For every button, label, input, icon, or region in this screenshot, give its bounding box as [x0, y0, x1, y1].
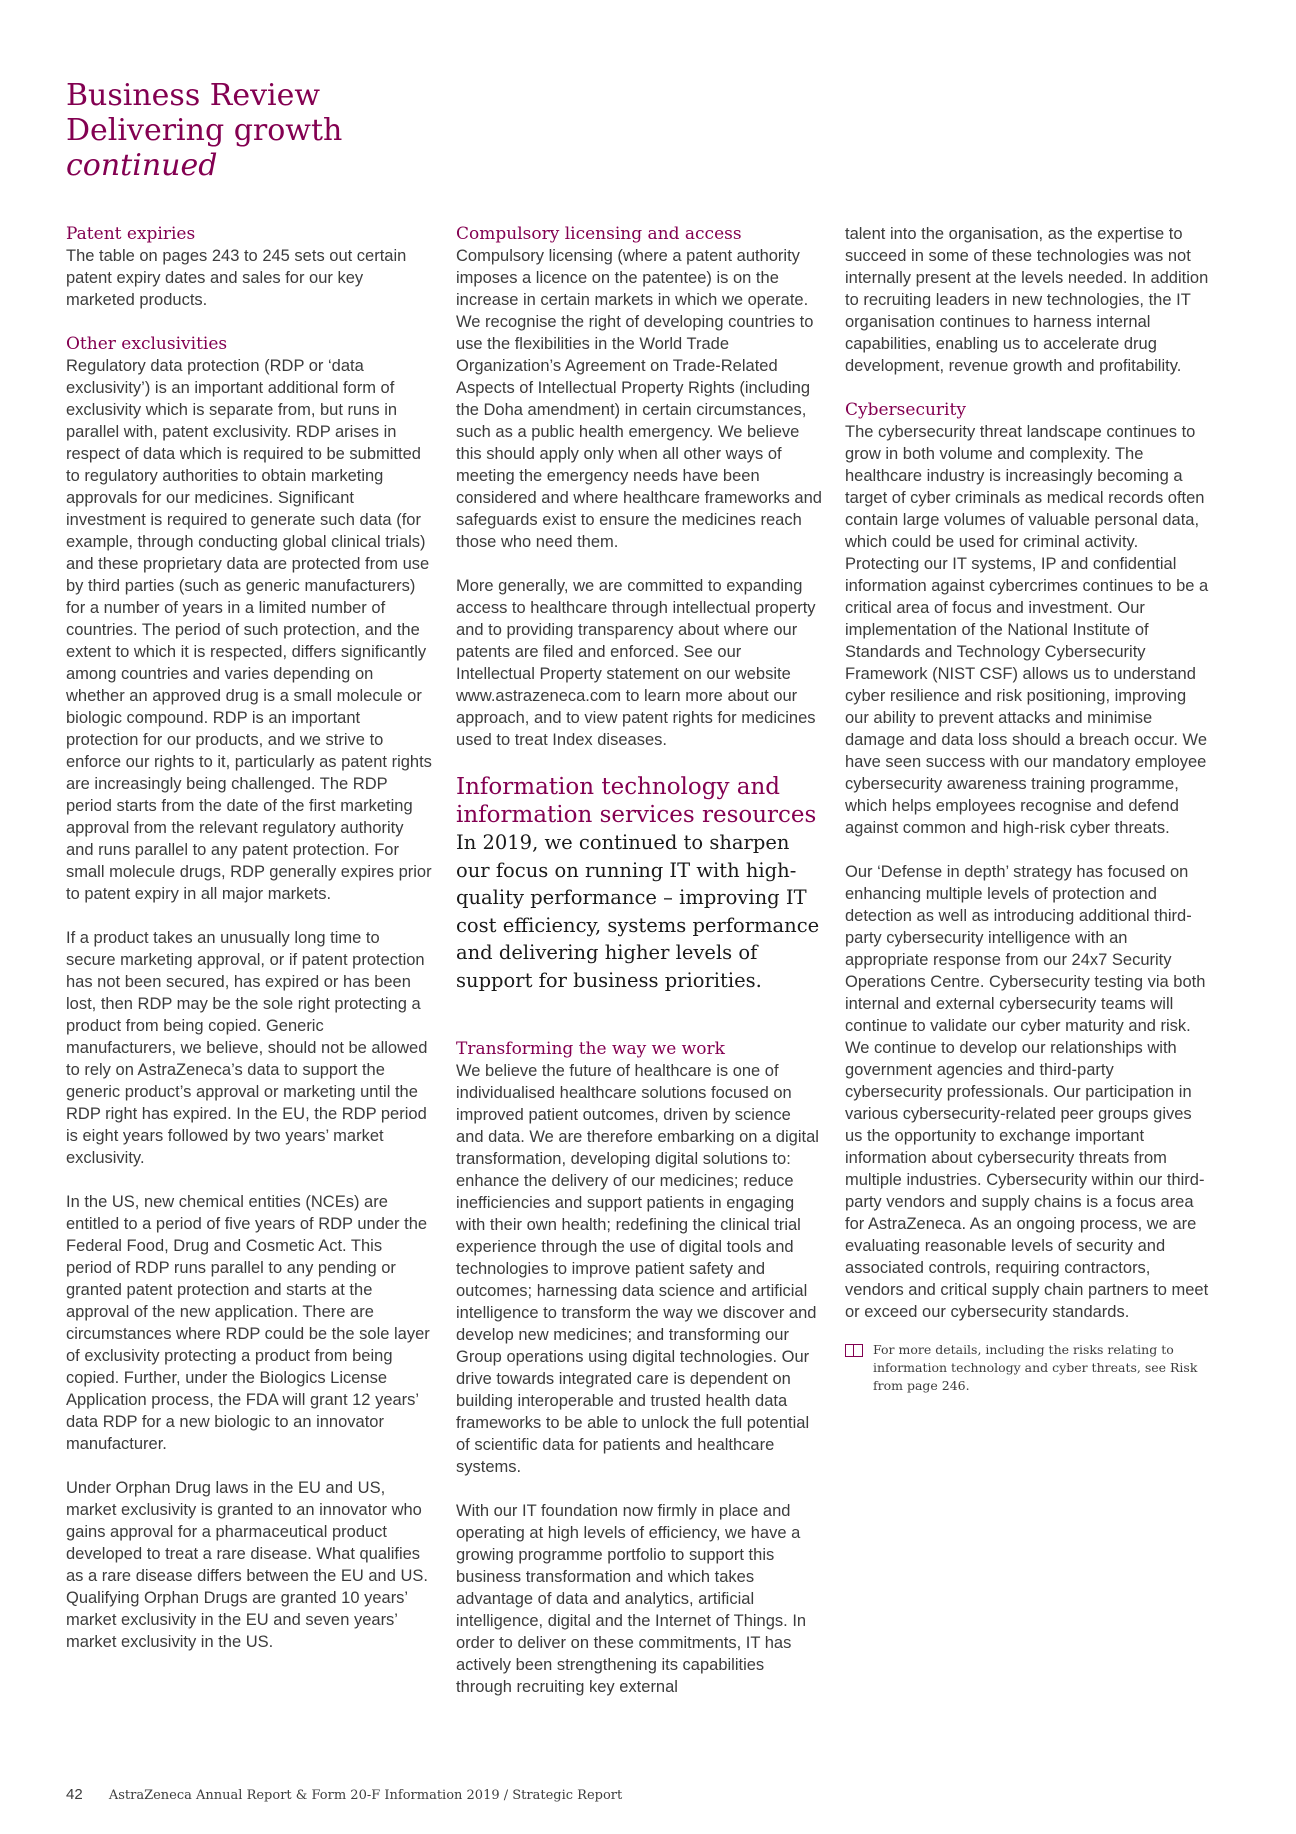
cross-reference-text: For more details, including the risks relating to information technology and cyber threats, see Risk from page 246. [873, 1342, 1198, 1393]
patent-expiries-heading: Patent expiries [66, 224, 196, 244]
continued-label: continued [66, 148, 218, 183]
page-footer [66, 1786, 622, 1803]
access-paragraph: More generally, we are committed to expanding access to healthcare through intellectual property and to providing transparency about where our patents are filed and enforced. See our Intellectual Property statement on our website www.astrazeneca.com to learn more about our approach, and to view patent rights for medicines used to treat Index diseases. [456, 577, 816, 749]
compulsory-licensing-text: Compulsory licensing (where a patent authority imposes a licence on the patentee) is on the increase in certain markets in which we operate. We recognise the right of developing countries to use the flexibilities in the World Trade Organization’s Agreement on Trade-Related Aspects of Intellectual Property Rights (including the Doha amendment) in certain circumstances, such as a public health emergency. We believe this should apply only when all other ways of meeting the emergency needs have been considered and where healthcare frameworks and safeguards exist to ensure the medicines reach those who need them. [456, 247, 822, 551]
it-intro: In 2019, we continued to sharpen our focus on running IT with high-quality performance – improving IT cost efficiency, systems performance and delivering higher levels of support for business priorities. [456, 831, 820, 992]
section-title: Business Review [66, 78, 321, 113]
column-middle [456, 223, 822, 1698]
page-header [66, 78, 342, 183]
book-icon [845, 1344, 863, 1357]
other-exclusivities-heading: Other exclusivities [66, 334, 228, 354]
it-section-heading: Information technology and information services resources [456, 774, 817, 828]
rdp-sole-right-paragraph: If a product takes an unusually long time to secure marketing approval, or if patent protection has not been secured, has expired or has been lost, then RDP may be the sole right protecting a product from being copied. Generic manufacturers, we believe, should not be allowed to rely on AstraZeneca’s data to support the generic product’s approval or marketing until the RDP right has expired. In the EU, the RDP period is eight years followed by two years’ market exclusivity. [66, 929, 428, 1167]
transforming-paragraph: We believe the future of healthcare is one of individualised healthcare solutions focused on improved patient outcomes, driven by science and data. We are therefore embarking on a digital transformation, developing digital solutions to: enhance the delivery of our medicines; reduce inefficiencies and support patients in engaging with their own health; redefining the clinical trial experience through the use of digital tools and technologies to improve patient safety and outcomes; harnessing data science and artificial intelligence to transform the way we discover and develop new medicines; and transforming our Group operations using digital technologies. Our drive towards integrated care is dependent on building interoperable and trusted health data frameworks to be able to unlock the full potential of scientific data for patients and healthcare systems. [456, 1062, 819, 1476]
column-right [845, 223, 1211, 1395]
cross-reference-note [845, 1341, 1211, 1395]
rdp-paragraph: Regulatory data protection (RDP or ‘data exclusivity’) is an important additional form of exclusivity which is separate from, but runs in parallel with, patent exclusivity. RDP arises in respect of data which is required to be submitted to regulatory authorities to obtain marketing approvals for our medicines. Significant investment is required to generate such data (for example, through conducting global clinical trials) and these proprietary data are protected from use by third parties (such as generic manufacturers) for a number of years in a limited number of countries. The period of such protection, and the extent to which it is respected, differs significantly among countries and varies depending on whether an approved drug is a small molecule or biologic compound. RDP is an important protection for our products, and we strive to enforce our rights to it, particularly as patent rights are increasingly being challenged. The RDP period starts from the date of the first marketing approval from the relevant regulatory authority and runs parallel to any patent protection. For small molecule drugs, RDP generally expires prior to patent expiry in all major markets. [66, 357, 432, 903]
us-nce-paragraph: In the US, new chemical entities (NCEs) are entitled to a period of five years of RDP under the Federal Food, Drug and Cosmetic Act. This period of RDP runs parallel to any pending or granted patent protection and starts at the approval of the new application. There are circumstances where RDP could be the sole layer of exclusivity protecting a product from being copied. Further, under the Biologics License Application process, the FDA will grant 12 years’ data RDP for a new biologic to an innovator manufacturer. [66, 1193, 430, 1453]
defense-in-depth-paragraph: Our ‘Defense in depth’ strategy has focused on enhancing multiple levels of protection and detection as well as introducing additional third-party cybersecurity intelligence with an appropriate response from our 24x7 Security Operations Centre. Cybersecurity testing via both internal and external cybersecurity teams will continue to validate our cyber maturity and risk. We continue to develop our relationships with government agencies and third-party cybersecurity professionals. Our participation in various cybersecurity-related peer groups gives us the opportunity to exchange important information about cybersecurity threats from multiple industries. Cybersecurity within our third-party vendors and supply chains is a focus area for AstraZeneca. As an ongoing process, we are evaluating reasonable levels of security and associated controls, requiring contractors, vendors and critical supply chain partners to meet or exceed our cybersecurity standards. [845, 863, 1209, 1321]
column-left [66, 223, 432, 1653]
orphan-drug-paragraph: Under Orphan Drug laws in the EU and US, market exclusivity is granted to an innovator who gains approval for a pharmaceutical product developed to treat a rare disease. What qualifies as a rare disease differs between the EU and US. Qualifying Orphan Drugs are granted 10 years’ market exclusivity in the EU and seven years’ market exclusivity in the US. [66, 1479, 428, 1651]
footer-text: AstraZeneca Annual Report & Form 20-F Information 2019 / Strategic Report [108, 1788, 623, 1803]
transforming-heading: Transforming the way we work [456, 1039, 725, 1059]
patent-expiries-text: The table on pages 243 to 245 sets out certain patent expiry dates and sales for our key marketed products. [66, 247, 407, 309]
page-number: 42 [66, 1786, 83, 1803]
section-subtitle: Delivering growth [66, 113, 343, 148]
cyber-threat-paragraph: The cybersecurity threat landscape continues to grow in both volume and complexity. The healthcare industry is increasingly becoming a target of cyber criminals as medical records often contain large volumes of valuable personal data, which could be used for criminal activity. Protecting our IT systems, IP and confidential information against cybercrimes continues to be a critical area of focus and investment. Our implementation of the National Institute of Standards and Technology Cybersecurity Framework (NIST CSF) allows us to understand cyber resilience and risk positioning, improving our ability to prevent attacks and minimise damage and data loss should a breach occur. We have seen success with our mandatory employee cybersecurity awareness training programme, which helps employees recognise and defend against common and high-risk cyber threats. [845, 423, 1209, 837]
talent-paragraph: talent into the organisation, as the expertise to succeed in some of these technologies was not internally present at the levels needed. In addition to recruiting leaders in new technologies, the IT organisation continues to harness internal capabilities, enabling us to accelerate drug development, revenue growth and profitability. [845, 225, 1209, 375]
it-foundation-paragraph: With our IT foundation now firmly in place and operating at high levels of efficiency, we have a growing programme portfolio to support this business transformation and which takes advantage of data and analytics, artificial intelligence, digital and the Internet of Things. In order to deliver on these commitments, IT has actively been strengthening its capabilities through recruiting key external [456, 1502, 807, 1696]
compulsory-licensing-heading: Compulsory licensing and access [456, 224, 742, 244]
cybersecurity-heading: Cybersecurity [845, 400, 966, 420]
